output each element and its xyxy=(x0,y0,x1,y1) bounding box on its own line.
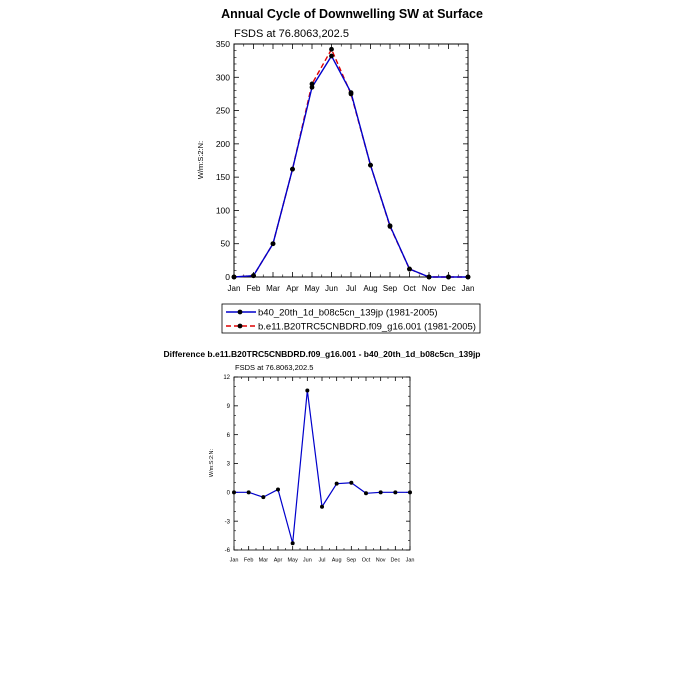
series-line-0 xyxy=(234,56,468,277)
y-tick-label: -3 xyxy=(224,519,230,526)
x-tick-label: Oct xyxy=(361,557,371,564)
data-point-s0-11 xyxy=(393,490,397,494)
data-point-s1-12 xyxy=(466,275,471,280)
x-axis-ticks xyxy=(228,44,475,293)
y-tick-label: 9 xyxy=(226,403,230,410)
y-tick-label: 50 xyxy=(220,238,230,249)
x-tick-label: Jun xyxy=(325,284,338,293)
data-point-s0-6 xyxy=(320,505,324,509)
x-tick-label: Jun xyxy=(302,557,312,564)
data-point-s1-9 xyxy=(407,267,412,272)
x-tick-label: Jan xyxy=(405,557,415,564)
x-tick-label: Jan xyxy=(227,284,241,293)
data-point-s1-0 xyxy=(232,275,237,280)
y-tick-label: 200 xyxy=(215,138,230,149)
legend-marker-1 xyxy=(238,324,243,329)
x-axis-ticks xyxy=(230,377,415,564)
x-tick-label: Aug xyxy=(331,557,342,564)
x-tick-label: Jul xyxy=(318,557,326,564)
series-line-1 xyxy=(234,49,468,277)
x-tick-label: Feb xyxy=(243,557,254,564)
annual-cycle-chart xyxy=(196,7,483,333)
data-point-s1-1 xyxy=(251,273,256,278)
x-tick-label: Mar xyxy=(258,557,269,564)
plot-frame xyxy=(234,44,468,277)
x-tick-label: Apr xyxy=(273,557,283,564)
x-tick-label: Mar xyxy=(266,284,280,293)
data-point-s0-10 xyxy=(379,490,383,494)
data-point-s0-9 xyxy=(364,491,368,495)
y-tick-label: 6 xyxy=(226,432,230,439)
y-axis-label: W/m:S:2:N: xyxy=(196,140,205,180)
data-point-s0-8 xyxy=(349,481,353,485)
data-point-s0-1 xyxy=(247,490,251,494)
legend xyxy=(222,304,480,333)
x-tick-label: Nov xyxy=(421,284,437,293)
y-tick-label: 300 xyxy=(215,72,230,83)
y-tick-label: 350 xyxy=(215,38,230,49)
x-tick-label: May xyxy=(304,284,320,293)
data-point-s0-0 xyxy=(232,490,236,494)
data-point-s1-2 xyxy=(271,241,276,246)
y-tick-label: 100 xyxy=(215,205,230,216)
data-point-s1-5 xyxy=(329,47,334,52)
data-point-s1-10 xyxy=(427,275,432,280)
x-tick-label: Nov xyxy=(375,557,386,564)
x-tick-label: May xyxy=(287,557,298,564)
data-point-s1-8 xyxy=(388,224,393,229)
x-tick-label: Dec xyxy=(441,284,456,293)
x-tick-label: Dec xyxy=(390,557,401,564)
data-point-s0-5 xyxy=(329,54,334,59)
x-tick-label: Jul xyxy=(345,284,357,293)
legend-label-1: b.e11.B20TRC5CNBDRD.f09_g16.001 (1981-2005) xyxy=(258,321,476,333)
legend-marker-0 xyxy=(238,310,243,315)
data-point-s0-2 xyxy=(261,495,265,499)
x-tick-label: Feb xyxy=(246,284,261,293)
data-point-s0-3 xyxy=(276,487,280,491)
y-tick-label: 0 xyxy=(225,271,230,282)
x-tick-label: Sep xyxy=(382,284,398,293)
data-point-s1-4 xyxy=(310,82,315,87)
plot-frame xyxy=(234,377,410,550)
chart-title: Difference b.e11.B20TRC5CNBDRD.f09_g16.001 - b40_20th_1d_b08c5cn_139jp xyxy=(163,349,481,359)
legend-entry-0 xyxy=(226,308,438,319)
series-layer xyxy=(232,388,412,545)
x-tick-label: Sep xyxy=(346,557,357,564)
x-tick-label: Oct xyxy=(403,284,416,293)
data-point-s0-7 xyxy=(335,482,339,486)
y-axis-label: W/m:S:2:N: xyxy=(209,448,215,478)
x-tick-label: Jan xyxy=(229,557,239,564)
legend-entry-1 xyxy=(226,322,476,333)
x-tick-label: Jan xyxy=(461,284,475,293)
x-tick-label: Aug xyxy=(363,284,378,293)
difference-chart xyxy=(163,349,480,564)
data-point-s1-6 xyxy=(349,92,354,97)
chart-subtitle: FSDS at 76.8063,202.5 xyxy=(235,363,314,372)
data-point-s0-5 xyxy=(305,388,309,392)
data-point-s1-7 xyxy=(368,163,373,168)
y-tick-label: 12 xyxy=(223,375,230,382)
data-point-s0-12 xyxy=(408,490,412,494)
y-tick-label: -6 xyxy=(224,548,230,555)
series-line-0 xyxy=(234,390,410,543)
data-point-s0-4 xyxy=(291,541,295,545)
x-tick-label: Apr xyxy=(286,284,299,293)
chart-subtitle: FSDS at 76.8063,202.5 xyxy=(234,28,349,40)
chart-title: Annual Cycle of Downwelling SW at Surface xyxy=(221,7,483,21)
data-point-s1-3 xyxy=(290,167,295,172)
y-tick-label: 150 xyxy=(215,172,230,183)
series-layer xyxy=(232,47,471,279)
legend-label-0: b40_20th_1d_b08c5cn_139jp (1981-2005) xyxy=(258,307,438,319)
y-tick-label: 0 xyxy=(226,490,230,497)
data-point-s1-11 xyxy=(446,275,451,280)
y-tick-label: 3 xyxy=(226,461,230,468)
y-tick-label: 250 xyxy=(215,105,230,116)
